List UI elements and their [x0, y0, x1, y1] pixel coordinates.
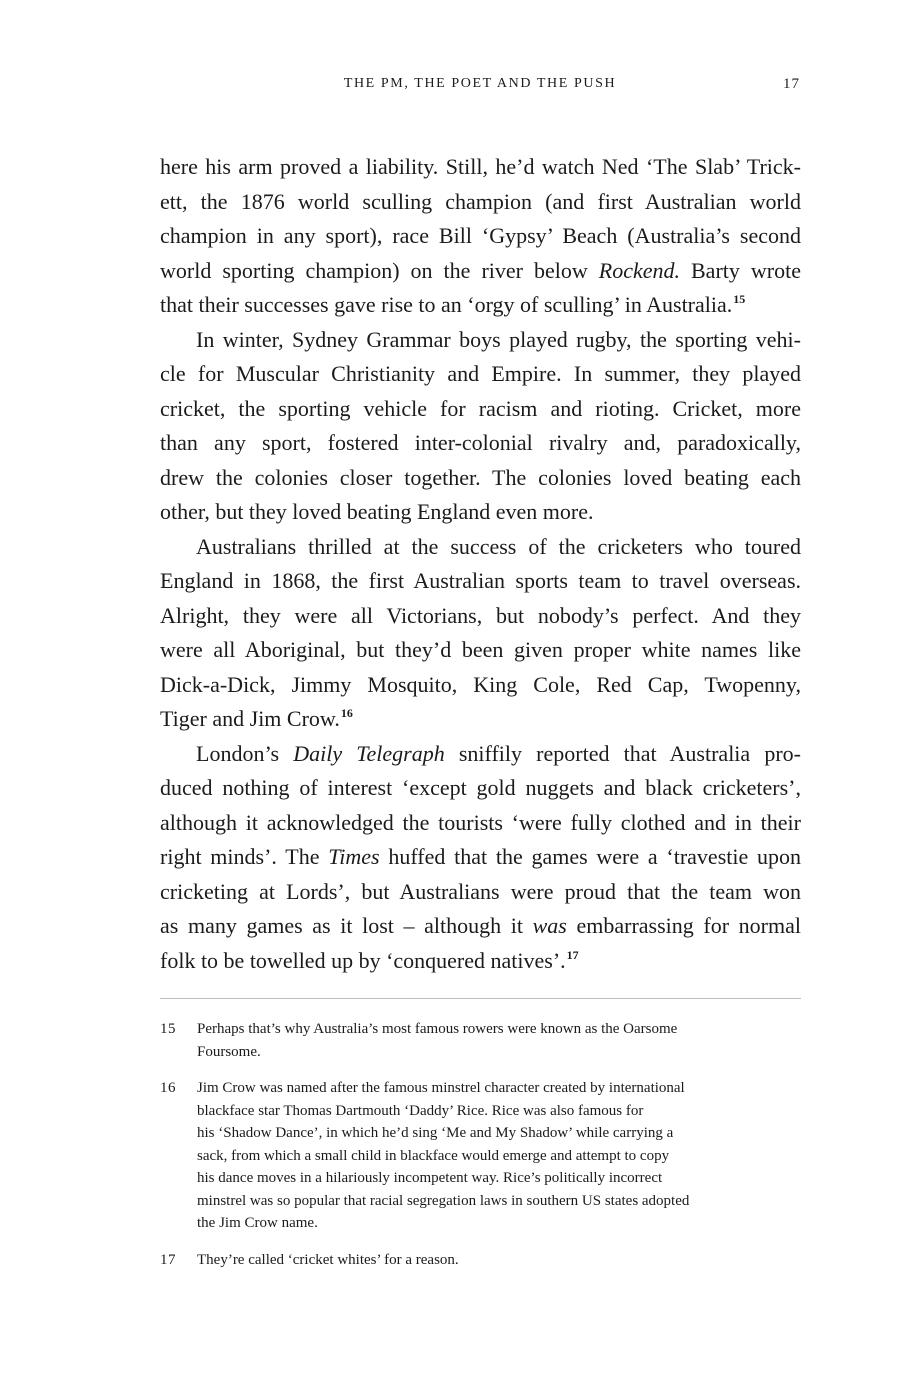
footnote-line: the Jim Crow name. [197, 1215, 318, 1231]
paragraph-line [160, 254, 801, 289]
line-text: sniffily reported that Australia pro- [444, 740, 801, 766]
line-text: that their successes gave rise to an ‘orgy of sculling’ in Australia. [160, 292, 733, 317]
footnote-text [197, 1249, 801, 1272]
paragraph-line: In winter, Sydney Grammar boys played rugby, the sporting vehi- [196, 326, 801, 352]
italic-text: Times [328, 844, 380, 869]
paragraph-line: England in 1868, the first Australian sports team to travel overseas. [160, 568, 801, 593]
line-text: huffed that the games were a ‘travestie upon [379, 844, 801, 869]
footnote-number: 17 [160, 1251, 176, 1268]
paragraph-line: other, but they loved beating England even more. [160, 499, 594, 524]
paragraph-line: duced nothing of interest ‘except gold nuggets and black cricketers’, [160, 775, 801, 800]
body-text [160, 150, 801, 978]
footnote-17 [160, 1249, 801, 1272]
line-text: world sporting champion) on the river below [160, 257, 599, 283]
footnote-line: Jim Crow was named after the famous minstrel character created by international [197, 1080, 685, 1096]
line-text: as many games as it lost – although it [160, 913, 533, 938]
paragraph-line: Australians thrilled at the success of the cricketers who toured [196, 533, 801, 559]
line-text: Barty wrote [680, 257, 801, 283]
paragraph-line [160, 702, 801, 737]
footnote-number: 16 [160, 1080, 176, 1096]
footnote-text [197, 1077, 801, 1235]
footnote-line: blackface star Thomas Dartmouth ‘Daddy’ Rice. Rice was also famous for [197, 1102, 644, 1119]
footnote-reference[interactable]: 16 [340, 706, 353, 720]
paragraph-line: although it acknowledged the tourists ‘were fully clothed and in their [160, 809, 801, 835]
paragraph-line: Dick-a-Dick, Jimmy Mosquito, King Cole, Red Cap, Twopenny, [160, 671, 801, 697]
paragraph-line: Alright, they were all Victorians, but nobody’s perfect. And they [160, 602, 801, 628]
paragraph-line [160, 737, 801, 772]
line-text: embarrassing for normal [566, 913, 801, 938]
footnote-line: his ‘Shadow Dance’, in which he’d sing ‘Me and My Shadow’ while carrying a [197, 1125, 674, 1141]
paragraph [160, 323, 801, 530]
footnote-number: 15 [160, 1021, 176, 1037]
footnote-line: minstrel was so popular that racial segregation laws in southern US states adopted [197, 1192, 690, 1209]
paragraph-line [160, 288, 801, 323]
paragraph-line: drew the colonies closer together. The colonies loved beating each [160, 464, 801, 490]
footnote-line: They’re called ‘cricket whites’ for a reason. [197, 1251, 459, 1268]
paragraph-line [160, 840, 801, 875]
line-text: right minds’. The [160, 844, 329, 869]
line-text: Tiger and Jim Crow. [160, 706, 340, 731]
paragraph-line: champion in any sport), race Bill ‘Gypsy’ Beach (Australia’s second [160, 223, 801, 248]
footnote-text [197, 1018, 801, 1063]
paragraph-line [160, 909, 801, 944]
line-text: folk to be towelled up by ‘conquered natives’. [160, 947, 566, 973]
footnote-16 [160, 1077, 801, 1235]
line-text: London’s [196, 740, 294, 766]
running-head [160, 72, 800, 96]
italic-text: Rockend. [598, 257, 680, 283]
footnote-line: Perhaps that’s why Australia’s most famous rowers were known as the Oarsome [197, 1021, 678, 1037]
paragraph-line: here his arm proved a liability. Still, he’d watch Ned ‘The Slab’ Trick- [160, 154, 801, 179]
paragraph [160, 737, 801, 979]
paragraph-line: cle for Muscular Christianity and Empire. In summer, they played [160, 361, 801, 386]
paragraph-line: than any sport, fostered inter-colonial rivalry and, paradoxically, [160, 430, 801, 455]
paragraph-line: cricketing at Lords’, but Australians were proud that the team won [160, 878, 801, 904]
italic-text: was [532, 913, 567, 938]
footnote-reference[interactable]: 15 [733, 292, 746, 306]
footnote-line: sack, from which a small child in blackface would emerge and attempt to copy [197, 1147, 670, 1164]
paragraph-line: cricket, the sporting vehicle for racism and rioting. Cricket, more [160, 395, 801, 421]
paragraph-line: ett, the 1876 world sculling champion (and first Australian world [160, 188, 801, 214]
footnote-line: his dance moves in a hilariously incompetent way. Rice’s politically incorrect [197, 1170, 663, 1186]
paragraph-line: were all Aboriginal, but they’d been given proper white names like [160, 637, 801, 662]
paragraph-line [160, 944, 801, 979]
footnote-15 [160, 1018, 801, 1063]
page-number: 17 [783, 76, 800, 92]
footnote-divider [160, 998, 801, 999]
footnote-reference[interactable]: 17 [566, 947, 579, 962]
paragraph [160, 150, 801, 323]
paragraph [160, 530, 801, 737]
running-head-title: THE PM, THE POET AND THE PUSH [343, 76, 617, 91]
footnotes [160, 1018, 801, 1285]
italic-text: Daily Telegraph [293, 740, 445, 766]
footnote-line: Foursome. [197, 1043, 261, 1060]
